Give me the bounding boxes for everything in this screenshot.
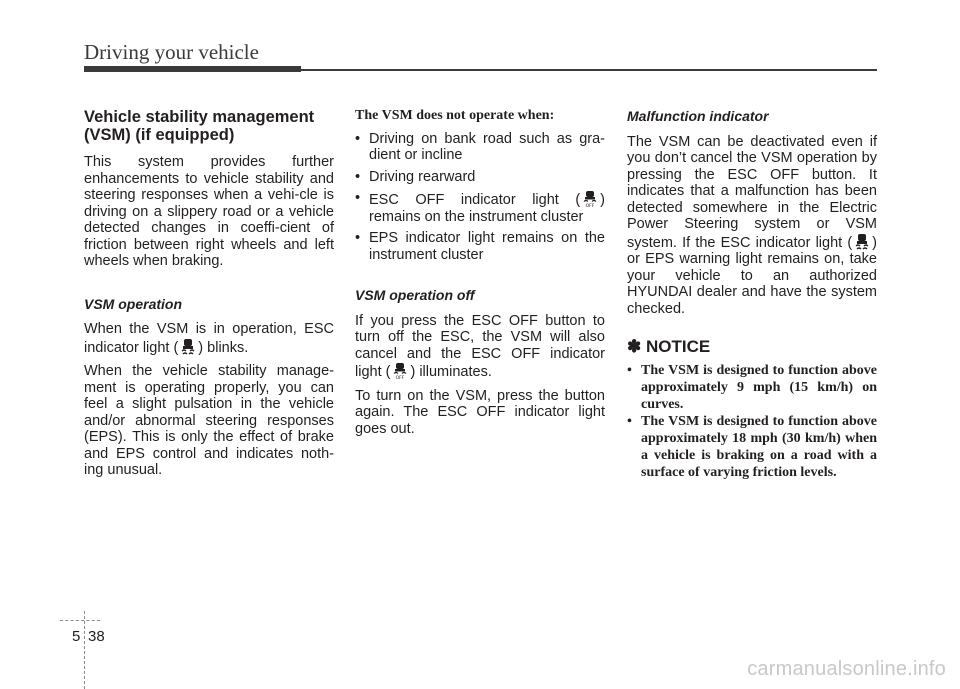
column-3 <box>627 108 877 481</box>
svg-text:OFF: OFF <box>396 376 405 380</box>
list-item-text: ESC OFF indicator light ( <box>369 192 581 208</box>
header-rule-thin <box>301 69 877 71</box>
vsm-operation-text-b: ) blinks. <box>198 339 249 356</box>
list-item <box>355 190 605 225</box>
vsm-off-paragraph <box>355 313 605 381</box>
column-2 <box>355 108 605 444</box>
list-item-text: ) remains on the instrument cluster <box>369 192 605 225</box>
page-number: 38 <box>88 628 105 645</box>
vsm-turn-on-paragraph: To turn on the VSM, press the button again. The ESC OFF indicator light goes out. <box>355 387 605 437</box>
vsm-operation-paragraph <box>84 321 334 356</box>
header-rule-thick <box>84 66 301 72</box>
esc-indicator-icon <box>180 338 196 356</box>
subheading-vsm-operation-off: VSM operation off <box>355 287 475 303</box>
vsm-not-operate-heading: The VSM does not operate when: <box>355 108 555 123</box>
vsm-not-operate-list <box>355 131 605 264</box>
esc-off-indicator-icon <box>392 362 408 380</box>
notice-item: • The VSM is designed to function above approximately 9 mph (15 km/h) on curves. <box>627 362 877 413</box>
vsm-intro-paragraph: This system provides further enhancements to vehicle stability and steering responses when a vehi-cle is driving on a slippery road or a vehicle detected changes in coeffi-cient of friction between right wheels and left wheels when braking. <box>84 154 334 269</box>
vsm-off-text-b: light ( <box>355 364 391 380</box>
esc-off-indicator-icon <box>582 190 598 208</box>
svg-text:OFF: OFF <box>585 204 595 208</box>
list-item: • Driving on bank road such as gra-dient or incline <box>355 131 605 164</box>
notice-item: • The VSM is designed to function above approximately 18 mph (30 km/h) when a vehicle is braking on a road with a surface of varying friction levels. <box>627 413 877 481</box>
footer-divider-horizontal <box>60 620 100 621</box>
esc-indicator-icon <box>854 233 870 251</box>
section-heading-vsm: Vehicle stability management (VSM) (if equipped) <box>84 108 315 144</box>
malfunction-text-b: ) or EPS warning light remains on, take your vehicle to an authorized HYUNDAI dealer and have the system checked. <box>627 234 877 317</box>
watermark: carmanualsonline.info <box>747 658 946 680</box>
chapter-number: 5 <box>72 628 81 645</box>
page-header-title: Driving your vehicle <box>84 40 259 64</box>
vsm-off-text: If you press the ESC OFF button to turn off the ESC, the VSM will also cancel and the ESC OFF indicator <box>355 312 605 362</box>
vsm-off-text-c: ) illuminates. <box>410 364 492 380</box>
vsm-operation-text-a: When the VSM is in operation, ESC indicator light ( <box>84 321 334 356</box>
list-item: • EPS indicator light remains on the instrument cluster <box>355 230 605 263</box>
vsm-pulsation-paragraph: When the vehicle stability manage-ment is operating properly, you can feel a slight pulsation in the vehicle and/or abnormal steering responses (EPS). This is only the effect of brake and EPS control and indicates noth-ing unusual. <box>84 363 334 478</box>
malfunction-text-a: The VSM can be deactivated even if you don’t cancel the VSM operation by pressing the ESC OFF button. It indicates that a malfunction has been detected somewhere in the Electric Power Steering system or VSM system. If the ESC indicator light ( <box>627 133 877 251</box>
footer-divider-vertical <box>84 611 86 689</box>
notice-list <box>627 362 877 481</box>
list-item: • Driving rearward <box>355 169 605 186</box>
column-1 <box>84 108 334 486</box>
subheading-vsm-operation: VSM operation <box>84 295 183 312</box>
notice-title: ✽ NOTICE <box>627 337 711 356</box>
subheading-malfunction-indicator: Malfunction indicator <box>627 108 769 124</box>
malfunction-paragraph <box>627 134 877 318</box>
